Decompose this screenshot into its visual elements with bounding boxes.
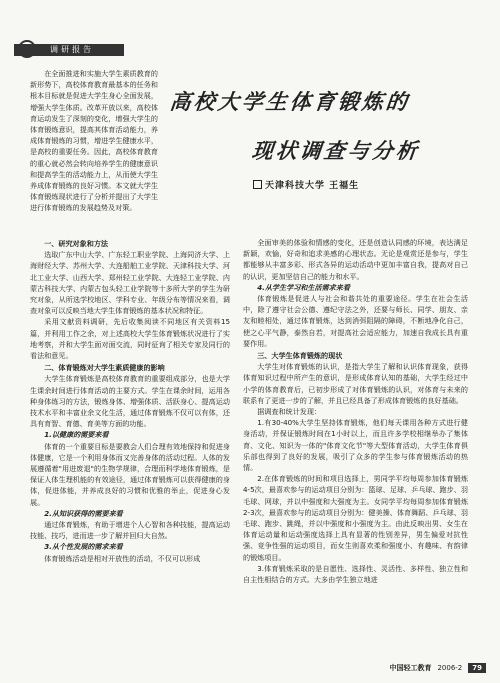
- paragraph: 选取广东中山大学、广东轻工职业学院、上海同济大学、上海财经大学、苏州大学、大连船舶工业学院、天津科技大学、河北工业大学、山西大学、郑州轻工业学院、大连轻工业学院、内蒙古科技大学、内蒙古包头轻工业学院等十多所大学的学生为研究对象，从所选学校地区、学科专业、年级分布等情况来看，调查对象可以反映当地大学生体育锻炼的基本状况和特征。: [30, 250, 230, 316]
- subheading: 1.以健康的需要来看: [44, 430, 109, 440]
- paragraph: 体育锻炼是促进人与社会和谐共处的重要途径。学生在社会生活中，除了遵守社会公德、遵纪守法之外，还要与师长、同学、朋友、亲友和睦相处，通过体育锻炼，达到消弭阻隔的障碍，不断地净化自己，使之心平气静，泰然自若，对提高社会适应能力，加速自我成长具有重要作用。: [243, 294, 468, 348]
- intro-paragraph: 在全面推进和实施大学生素质教育的新形势下，高校体育教育最基本的任务和根本目标就是促进大学生身心全面发展，增强大学生体质。改革开放以来，高校体育运动发生了深刻的变化，增强大学生的体育锻炼意识，提高其体育活动能力，养成体育锻炼的习惯，增进学生健康水平，是高校的重要任务。因此，高校体育教育的重心就必然会转向培养学生的健康意识和提高学生的活动能力上，从而使大学生养成体育锻炼的良好习惯。本文就大学生体育锻炼现状进行了分析并提出了大学生进行体育锻炼的发展趋势及对策。: [30, 69, 158, 213]
- author-text: 天津科技大学 王福生: [265, 181, 360, 191]
- paragraph: 全面审美的体验和情感的变化，还是创造认同感的环境，表达满足新颖，欢愉，好奇和追求美感的心理状态。无论是观赏还是参与，学生都能够从丰富多彩、形式各异的运动活动中更加丰富自我，提高对自己的认识，更加坚信自己的能力和水平。: [243, 238, 468, 281]
- section-heading-3: 三、大学生体育锻炼的现状: [257, 351, 343, 361]
- intro-abstract: [30, 68, 158, 214]
- page-number: 79: [468, 663, 486, 673]
- section-heading-1: 一、研究对象和方法: [44, 239, 109, 248]
- issue-number: 2006-2: [437, 664, 463, 672]
- paragraph: 2.在体育锻炼的时间和项目选择上，男同学平均每周参加体育锻炼4-5次，最喜欢参与的运动项目分别为：篮球、足球、乒乓球、跑步、羽毛球、网球，并以中强度和大强度为主。女同学平均每周参加体育锻炼2-3次，最喜欢参与的运动项目分别为：健美操、体育舞蹈、乒乓球、羽毛球、跑步、跳绳，并以中强度和小强度为主。由此反映出男、女生在体育运动量和运动强度选择上具有显著的性别差异，男生偏爱对抗性强、竞争性强的运动项目，而女生则喜欢柔和强度小、有趣味、有韵律的锻炼项目。: [243, 474, 468, 562]
- paragraph: 大学生体育锻炼是高校体育教育的重要组成部分，也是大学生课余时间进行体育活动的主要方式。学生在课余时间，运用各种身体练习的方法，锻炼身体、增强体质、活跃身心、提高运动技术水平和丰富业余文化生活，通过体育锻炼不仅可以有体，还具有育智、育德、育美等方面的功能。: [30, 374, 230, 429]
- section-label: 调研报告: [14, 44, 124, 56]
- author-box-icon: [253, 180, 262, 189]
- paragraph: 体育的一个重要目标是要教会人们合理有效地保持和促进身体健康，它是一个利用身体而又完善身体的活动过程。人体的发展遵循着"用进废退"的生物学规律，合理而科学地体育锻炼，是保证人体生理机能的有效途径，通过体育锻炼可以获得健康的身体，促进体能，并养成良好的习惯和优雅的举止，促进身心发展。: [30, 441, 230, 507]
- article-title-line2: 现状调查与分析: [250, 138, 422, 163]
- paragraph: 体育锻炼活动是相对开放性的活动，不仅可以形成: [44, 553, 201, 563]
- subheading: 2.从知识获得的需要来看: [44, 508, 123, 518]
- magazine-name: 中国轻工教育: [389, 664, 432, 672]
- paragraph: 大学生对体育锻炼的认识，是指大学生了解和认识体育现象，获得体育知识过程中所产生的意识，是形成体育认知的基础，大学生经过中小学的体育教育后，已初步形成了对体育锻炼的认识，对体育与未来的联系有了更进一步的了解，并且已经具备了形成体育锻炼的良好基础。: [243, 362, 468, 405]
- article-title-line1: 高校大学生体育锻炼的: [168, 89, 412, 114]
- author-line: [253, 178, 359, 191]
- section-heading-2: 二、体育锻炼对大学生素质健康的影响: [44, 363, 165, 373]
- paragraph: 3.体育锻炼采取的是自愿性、选择性、灵活性、多样性、独立性和自主性相结合的方式。大多由学生独立地进: [243, 563, 468, 585]
- paragraph: 采用文献资料调研，先后收集阅读不同地区有关资料15篇，并利用工作之余，对上述高校大学生体育锻炼状况进行了实地考察，并和大学生面对面交流，同时征询了相关专家及同行的看法和意见。: [30, 317, 230, 361]
- left-column: [30, 237, 230, 564]
- paragraph: 1.有30-40%大学生坚持体育锻炼，他们每天课用各种方式进行健身活动，并保证锻炼时间在1小时以上，而且许多学校相继举办了集体育、文化、知识为一体的"体育文化节"等大型体育活动，大学生体育俱乐部也得到了良好的发展，吸引了众多的学生参与体育锻炼活动的热情。: [243, 418, 468, 473]
- paragraph: 通过体育锻炼，有助于增进个人心智和各种技能，提高运动技能、技巧，进而进一步了解并回归大自然。: [30, 520, 230, 541]
- subheading: 3.从个性发展的需求来看: [44, 542, 123, 552]
- subheading: 4.从学生学习和生活需求来看: [257, 282, 350, 292]
- right-column: [243, 237, 468, 585]
- page-footer: [389, 663, 486, 673]
- paragraph: 据调查和统计发现：: [257, 407, 322, 417]
